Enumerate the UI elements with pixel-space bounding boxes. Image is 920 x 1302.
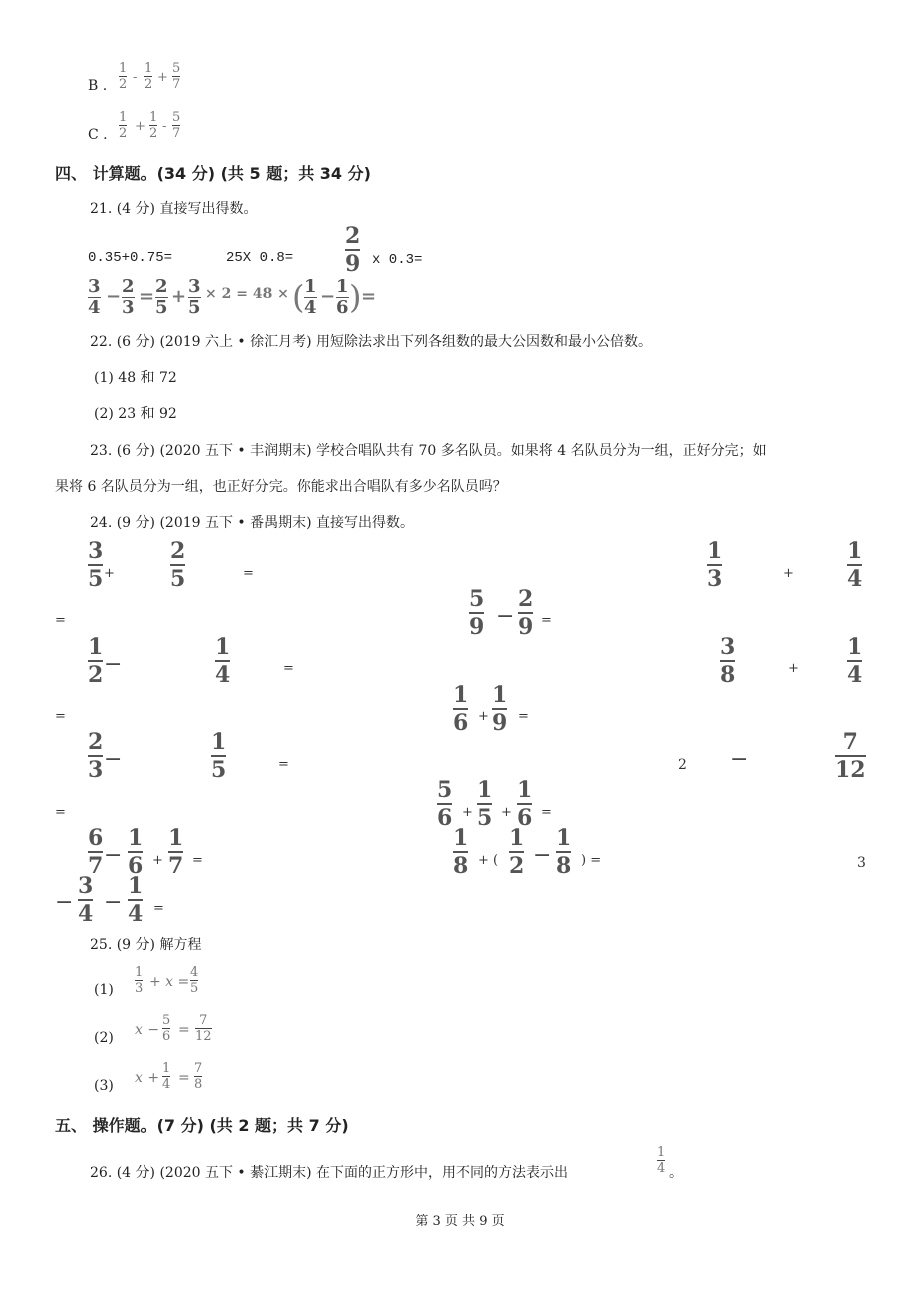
q22-header: 22. (6 分) (2019 六上 • 徐汇月考) 用短除法求出下列各组数的最大公因数和最小公倍数。: [90, 334, 653, 350]
q25-sub2-label: (2): [94, 1030, 114, 1046]
q26-end: 。: [669, 1165, 683, 1181]
q26-fraction-1-4: 1 4: [657, 1145, 666, 1176]
q21-item-a: 0.35+0.75=: [88, 250, 173, 266]
q21-header: 21. (4 分) 直接写出得数。: [90, 201, 258, 217]
q21-item-b: 25X 0.8=: [226, 250, 294, 266]
option-c-label: C .: [88, 127, 108, 143]
q23-line2: 果将 6 名队员分为一组，也正好分完。你能求出合唱队有多少名队员吗？: [55, 479, 507, 495]
q21-item-c: x 0.3=: [372, 252, 423, 268]
q26-text: 26. (4 分) (2020 五下 • 綦江期末) 在下面的正方形中，用不同的方法表示出: [90, 1165, 569, 1181]
q23-line1: 23. (6 分) (2020 五下 • 丰润期末) 学校合唱队共有 70 多名队员。如果将 4 名队员分为一组，正好分完；如: [90, 443, 767, 459]
q24-header: 24. (9 分) (2019 五下 • 番禺期末) 直接写出得数。: [90, 515, 415, 531]
q25-header: 25. (9 分) 解方程: [90, 937, 202, 953]
option-b-label: B .: [88, 78, 108, 94]
q22-sub1: (1) 48 和 72: [94, 370, 177, 386]
q21-fraction-2-9: 2 9: [345, 223, 361, 277]
q25-sub3-label: (3): [94, 1078, 114, 1094]
section-5-title: 五、 操作题。(7 分) (共 2 题；共 7 分): [55, 1116, 349, 1135]
section-4-title: 四、 计算题。(34 分) (共 5 题；共 34 分): [55, 164, 371, 183]
page-footer: 第 3 页 共 9 页: [415, 1214, 505, 1229]
q22-sub2: (2) 23 和 92: [94, 406, 177, 422]
q25-sub1-label: (1): [94, 982, 114, 998]
